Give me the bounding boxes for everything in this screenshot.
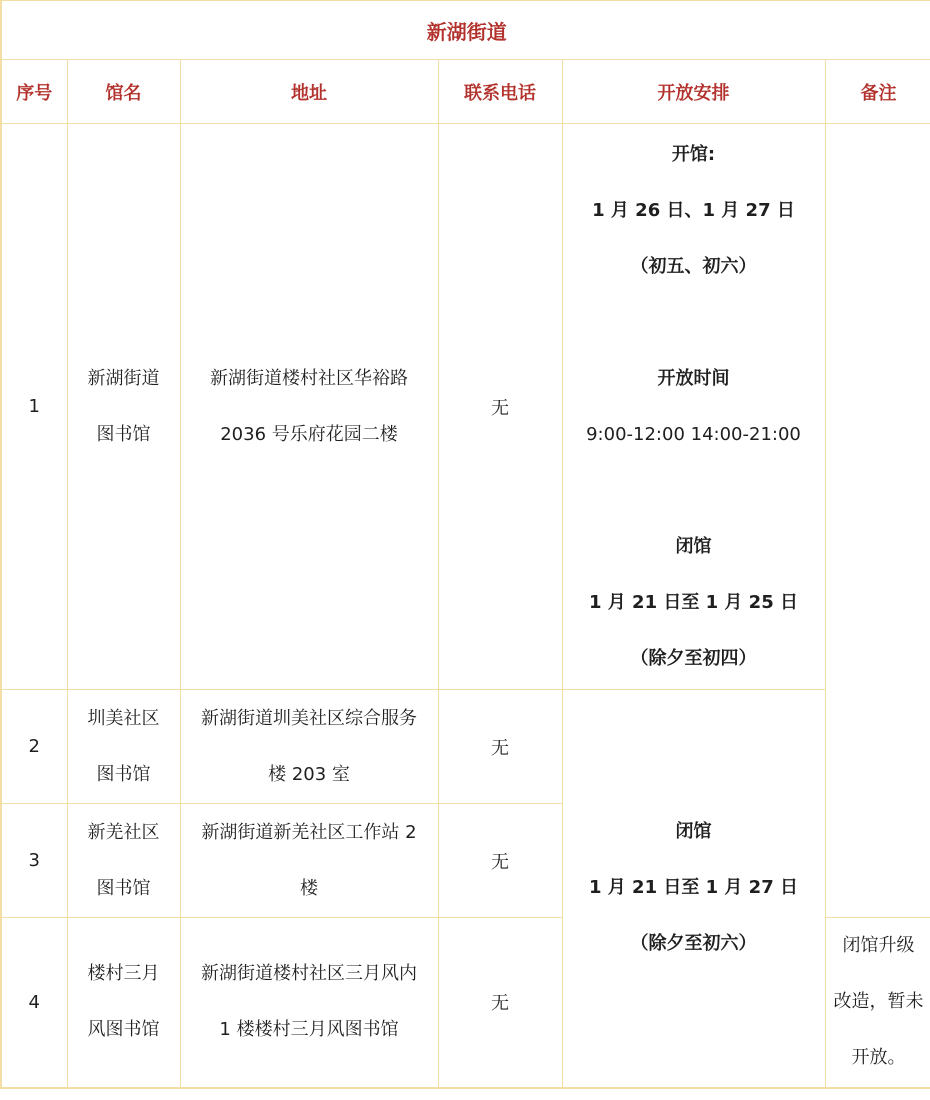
library-name [67, 124, 180, 690]
row-number: 4 [1, 918, 67, 1088]
address-line: 新湖街道楼村社区华裕路 [210, 367, 408, 389]
note-line: 改造，暂未 [833, 991, 924, 1013]
library-address [180, 690, 438, 804]
closed-lunar-dates: （除夕至初四） [630, 647, 757, 669]
library-name-line: 图书馆 [96, 423, 151, 445]
schedule-cell [562, 690, 825, 1088]
library-name [67, 690, 180, 804]
col-header-schedule: 开放安排 [562, 60, 825, 124]
note-cell [825, 124, 930, 918]
col-header-no: 序号 [1, 60, 67, 124]
opening-hours: 9:00-12:00 14:00-21:00 [586, 423, 801, 445]
schedule-cell [562, 124, 825, 690]
address-line: 2036 号乐府花园二楼 [220, 423, 398, 445]
library-name-line: 图书馆 [96, 877, 151, 899]
library-address [180, 804, 438, 918]
header-row [1, 60, 930, 124]
address-line: 1 楼楼村三月风图书馆 [219, 1019, 399, 1041]
library-phone: 无 [438, 804, 562, 918]
address-line: 新湖街道新羌社区工作站 2 [201, 821, 417, 843]
row-number: 2 [1, 690, 67, 804]
library-name-line: 图书馆 [96, 763, 151, 785]
closed-label: 闭馆 [675, 535, 712, 557]
address-line: 新湖街道圳美社区综合服务 [201, 707, 417, 729]
closed-dates: 1 月 21 日至 1 月 25 日 [588, 591, 798, 613]
row-number: 1 [1, 124, 67, 690]
address-line: 楼 [300, 877, 318, 899]
library-name [67, 918, 180, 1088]
library-phone: 无 [438, 124, 562, 690]
library-name [67, 804, 180, 918]
open-lunar-dates: （初五、初六） [630, 255, 757, 277]
table-row [1, 690, 930, 804]
closed-lunar-dates: （除夕至初六） [630, 933, 757, 955]
col-header-name: 馆名 [67, 60, 180, 124]
address-line: 楼 203 室 [268, 763, 350, 785]
library-name-line: 新湖街道 [87, 367, 160, 389]
address-line: 新湖街道楼村社区三月风内 [201, 963, 417, 985]
row-number: 3 [1, 804, 67, 918]
library-name-line: 圳美社区 [87, 707, 160, 729]
table-row [1, 124, 930, 690]
closed-dates: 1 月 21 日至 1 月 27 日 [588, 877, 798, 899]
note-cell [825, 918, 930, 1088]
library-phone: 无 [438, 690, 562, 804]
open-dates: 1 月 26 日、1 月 27 日 [592, 199, 795, 221]
hours-label: 开放时间 [657, 367, 730, 389]
library-name-line: 楼村三月 [87, 963, 160, 985]
closed-label: 闭馆 [675, 821, 712, 843]
library-name-line: 新羌社区 [87, 821, 160, 843]
table-title: 新湖街道 [1, 1, 930, 60]
col-header-phone: 联系电话 [438, 60, 562, 124]
note-line: 开放。 [851, 1047, 906, 1069]
open-label: 开馆: [671, 143, 716, 165]
col-header-note: 备注 [825, 60, 930, 124]
library-address [180, 124, 438, 690]
library-name-line: 风图书馆 [87, 1019, 160, 1041]
note-line: 闭馆升级 [842, 935, 915, 957]
col-header-address: 地址 [180, 60, 438, 124]
library-phone: 无 [438, 918, 562, 1088]
library-address [180, 918, 438, 1088]
